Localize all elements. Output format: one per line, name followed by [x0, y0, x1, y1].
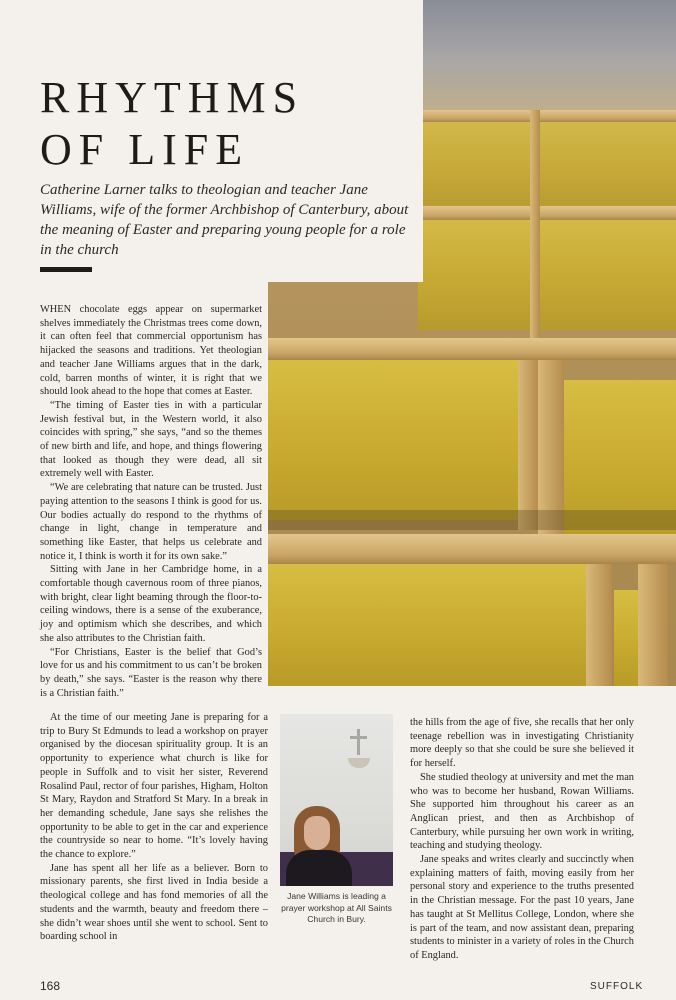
headline-rule: [40, 267, 92, 272]
photo-caption: Jane Williams is leading a prayer workshop at All Saints Church in Bury.: [281, 891, 392, 924]
article-title: RHYTHMS OF LIFE: [40, 73, 305, 174]
body-column-2: [40, 711, 268, 944]
portrait-photo: [280, 714, 393, 886]
paragraph: “The timing of Easter ties in with a particular Jewish festival but, in the Western world, it also coincides with spring,” she says, “and so the themes of new birth and life, and hope, and things flowering that looked as though they were dead, all sit extremely well with Easter.: [40, 399, 262, 480]
paragraph: the hills from the age of five, she recalls that her only teenage rebellion was in investigating Christianity more deeply so that she could be sure she believed it for herself.: [410, 717, 634, 770]
paragraph: She studied theology at university and met the man who was to become her husband, Rowan Williams. She supported him throughout his career as an Anglican priest, and then as Archbishop of Canterbury, while pursuing her own work in writing, teaching and studying theology.: [410, 771, 634, 852]
headline-panel: [0, 0, 423, 282]
paragraph: “For Christians, Easter is the belief that God’s love for us and his commitment to us can’t be broken by death,” she says. “Easter is the reason why there is a Christian faith.”: [40, 646, 262, 699]
section-label: SUFFOLK: [590, 981, 644, 992]
paragraph: At the time of our meeting Jane is preparing for a trip to Bury St Edmunds to lead a workshop on prayer organised by the diocesan spirituality group. It is an opportunity to experience what church is like for people in Suffolk and to visit her sister, Reverend Rosalind Paul, rector of four parishes, Higham, Holton St Mary, Raydon and Stratford St Mary. In a break in her demanding schedule, Jane says she relishes the opportunity to be able to get in the car and experience the countryside so near to home. “It’s lovely having the chance to explore.”: [40, 712, 268, 861]
paragraph: Jane has spent all her life as a believer. Born to missionary parents, she first lived in India beside a theological college and has fond memories of all the students and the warmth, beauty and freedom there – she didn’t wear shoes until she went to school. Sent to boarding school in: [40, 862, 268, 943]
paragraph: WHEN chocolate eggs appear on supermarket shelves immediately the Christmas trees come down, it can often feel that commercial opportunism has hijacked the seasons and traditions. Yet theologian and teacher Jane Williams argues that in the dark, cold, barren months of winter, it is right that we should look ahead to the hope that comes at Easter.: [40, 304, 262, 398]
paragraph: Jane speaks and writes clearly and succinctly when explaining matters of faith, moving easily from her personal story and experience to the truths presented in the Christian message. For the past 10 years, Jane has taught at St Mellitus College, London, where she is part of the team, and now assistant dean, preparing students to minister in a variety of roles in the Church of England.: [410, 854, 634, 961]
cross-icon: [357, 729, 360, 755]
body-column-3: [410, 716, 634, 963]
body-column-1: [40, 303, 262, 700]
paragraph: Sitting with Jane in her Cambridge home, in a comfortable though cavernous room of three pianos, with bright, clear light beaming through the floor-to-ceiling windows, there is a sense of the exuberance, joy and optimism which she describes, and which she also attributes to the Christian faith.: [40, 564, 262, 644]
page-number: 168: [40, 979, 61, 993]
standfirst: Catherine Larner talks to theologian and teacher Jane Williams, wife of the former Archbishop of Canterbury, about the meaning of Easter and preparing young people for a role in the church: [40, 182, 409, 258]
paragraph: “We are celebrating that nature can be trusted. Just paying attention to the seasons I think is good for us. Our bodies actually do respond to the rhythms of change in light, change in temperature and something like Easter, that helps us celebrate and notice it, I think is worth it for its own sake.”: [40, 482, 262, 562]
